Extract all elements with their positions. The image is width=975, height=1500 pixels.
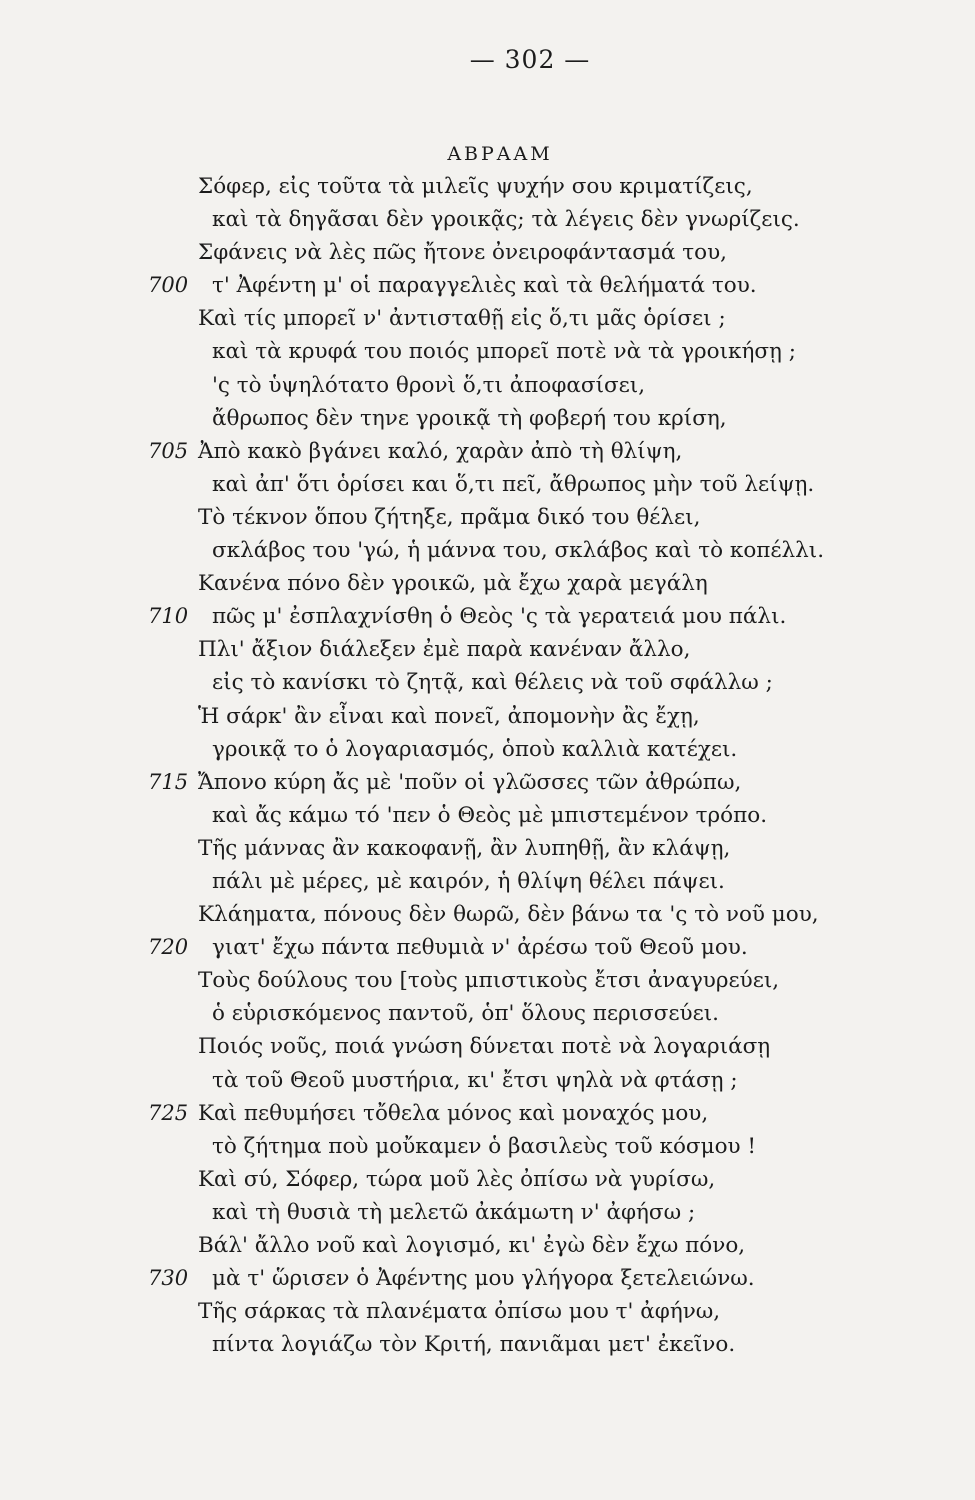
verse-line <box>0 766 975 799</box>
page-number: — 302 — <box>469 45 591 74</box>
verse-text: σκλάβος του 'γώ, ἡ μάννα του, σκλάβος καὶ τὸ κοπέλλι. <box>212 538 825 564</box>
verse-text: Ποιός νοῦς, ποιά γνώση δύνεται ποτὲ νὰ λογαριάσῃ <box>198 1034 771 1060</box>
verse-line <box>0 1097 975 1130</box>
verse-text: Κανένα πόνο δὲν γροικῶ, μὰ ἔχω χαρὰ μεγάλη <box>198 571 708 597</box>
verse-text: γιατ' ἔχω πάντα πεθυμιὰ ν' ἀρέσω τοῦ Θεοῦ μου. <box>212 935 748 961</box>
verse-line <box>0 1262 975 1295</box>
verse-text: Τοὺς δούλους του [τοὺς μπιστικοὺς ἔτσι ἀναγυρεύει, <box>198 968 780 994</box>
verse-text: πῶς μ' ἐσπλαχνίσθη ὁ Θεὸς 'ς τὰ γερατειά μου πάλι. <box>212 604 787 630</box>
verse-text: τὰ τοῦ Θεοῦ μυστήρια, κι' ἔτσι ψηλὰ νὰ φτάσῃ ; <box>212 1067 738 1093</box>
verse-line <box>0 534 975 567</box>
verse-text: Ἄπονο κύρη ἄς μὲ 'ποῦν οἱ γλῶσσες τῶν ἀθρώπω, <box>198 769 742 795</box>
line-number: 710 <box>148 604 189 629</box>
verse-line <box>0 964 975 997</box>
verse-line <box>0 865 975 898</box>
verse-line <box>0 1064 975 1097</box>
poem-text <box>0 170 975 1361</box>
verse-line <box>0 666 975 699</box>
verse-line <box>0 203 975 236</box>
verse-line <box>0 435 975 468</box>
verse-line <box>0 1295 975 1328</box>
verse-text: Καὶ τίς μπορεῖ ν' ἀντισταθῇ εἰς ὅ,τι μᾶς ὁρίσει ; <box>198 306 726 332</box>
verse-line <box>0 170 975 203</box>
verse-line <box>0 501 975 534</box>
line-number: 705 <box>148 438 189 463</box>
verse-line <box>0 898 975 931</box>
verse-line <box>0 832 975 865</box>
verse-text: καὶ ἄς κάμω τό 'πεν ὁ Θεὸς μὲ μπιστεμένον τρόπο. <box>212 802 768 828</box>
verse-line <box>0 997 975 1030</box>
verse-line <box>0 369 975 402</box>
verse-text: τ' Ἀφέντη μ' οἱ παραγγελιὲς καὶ τὰ θελήματά του. <box>212 273 757 299</box>
verse-text: Κλάηματα, πόνους δὲν θωρῶ, δὲν βάνω τα 'ς τὸ νοῦ μου, <box>198 902 819 928</box>
verse-text: 'ς τὸ ὑψηλότατο θρονὶ ὅ,τι ἀποφασίσει, <box>212 372 646 398</box>
verse-line <box>0 931 975 964</box>
line-number: 720 <box>148 935 189 960</box>
speaker-name: ΑΒΡΑΑΜ <box>447 143 553 165</box>
verse-text: γροικᾷ το ὁ λογαριασμός, ὁποὺ καλλιὰ κατέχει. <box>212 736 738 762</box>
verse-text: Βάλ' ἄλλο νοῦ καὶ λογισμό, κι' ἐγὼ δὲν ἔχω πόνο, <box>198 1233 746 1258</box>
verse-text: καὶ ἀπ' ὅτι ὁρίσει και ὅ,τι πεῖ, ἄθρωπος μὴν τοῦ λείψῃ. <box>212 471 815 497</box>
verse-text: καὶ τὰ κρυφά του ποιός μπορεῖ ποτὲ νὰ τὰ γροικήσῃ ; <box>212 339 797 365</box>
verse-text: Σόφερ, εἰς τοῦτα τὰ μιλεῖς ψυχήν σου κριματίζεις, <box>198 174 753 199</box>
line-number: 730 <box>148 1266 189 1291</box>
verse-text: Ἡ σάρκ' ἂν εἶναι καὶ πονεῖ, ἀπομονὴν ἂς ἔχῃ, <box>198 703 700 729</box>
verse-line <box>0 1196 975 1229</box>
verse-text: ἄθρωπος δὲν τηνε γροικᾷ τὴ φοβερή του κρίση, <box>212 405 727 431</box>
verse-line <box>0 1163 975 1196</box>
verse-text: Τὸ τέκνον ὅπου ζήτηξε, πρᾶμα δικό του θέλει, <box>198 504 701 530</box>
line-number: 725 <box>148 1100 189 1125</box>
verse-line <box>0 236 975 269</box>
verse-line <box>0 633 975 666</box>
verse-text: Τῆς σάρκας τὰ πλανέματα ὀπίσω μου τ' ἀφήνω, <box>198 1299 721 1325</box>
verse-line <box>0 600 975 633</box>
verse-text: Πλι' ἄξιον διάλεξεν ἐμὲ παρὰ κανέναν ἄλλο, <box>198 637 691 663</box>
verse-line <box>0 468 975 501</box>
verse-line <box>0 302 975 335</box>
verse-line <box>0 1030 975 1063</box>
verse-text: πάλι μὲ μέρες, μὲ καιρόν, ἡ θλίψη θέλει πάψει. <box>212 868 725 894</box>
verse-text: πίντα λογιάζω τὸν Κριτή, πανιᾶμαι μετ' ἐκεῖνο. <box>212 1332 736 1358</box>
line-number: 700 <box>148 273 189 298</box>
verse-text: τὸ ζήτημα ποὺ μοὔκαμεν ὁ βασιλεὺς τοῦ κόσμου ! <box>212 1133 757 1159</box>
verse-line <box>0 799 975 832</box>
verse-line <box>0 1130 975 1163</box>
verse-text: ὁ εὑρισκόμενος παντοῦ, ὁπ' ὅλους περισσεύει. <box>212 1001 719 1027</box>
verse-text: καὶ τὴ θυσιὰ τὴ μελετῶ ἀκάμωτη ν' ἀφήσω ; <box>212 1199 696 1225</box>
verse-text: Τῆς μάννας ἂν κακοφανῇ, ἂν λυπηθῇ, ἂν κλάψῃ, <box>198 835 731 861</box>
verse-line <box>0 733 975 766</box>
verse-text: Καὶ πεθυμήσει τὄθελα μόνος καὶ μοναχός μου, <box>198 1100 709 1126</box>
verse-text: Ἀπὸ κακὸ βγάνει καλό, χαρὰν ἀπὸ τὴ θλίψη, <box>198 438 683 464</box>
verse-line <box>0 700 975 733</box>
verse-text: μὰ τ' ὥρισεν ὁ Ἀφέντης μου γλήγορα ξετελειώνω. <box>212 1266 755 1292</box>
line-number: 715 <box>148 769 189 794</box>
verse-line <box>0 335 975 368</box>
verse-text: Σφάνεις νὰ λὲς πῶς ἤτονε ὀνειροφάντασμά του, <box>198 240 728 266</box>
verse-line <box>0 402 975 435</box>
verse-text: καὶ τὰ δηγᾶσαι δὲν γροικᾷς; τὰ λέγεις δὲν γνωρίζεις. <box>212 207 800 233</box>
verse-line <box>0 269 975 302</box>
verse-text: Καὶ σύ, Σόφερ, τώρα μοῦ λὲς ὀπίσω νὰ γυρίσω, <box>198 1166 716 1192</box>
verse-line <box>0 1328 975 1361</box>
verse-line <box>0 567 975 600</box>
verse-text: εἰς τὸ κανίσκι τὸ ζητᾷ, καὶ θέλεις νὰ τοῦ σφάλλω ; <box>212 670 773 696</box>
verse-line <box>0 1229 975 1262</box>
